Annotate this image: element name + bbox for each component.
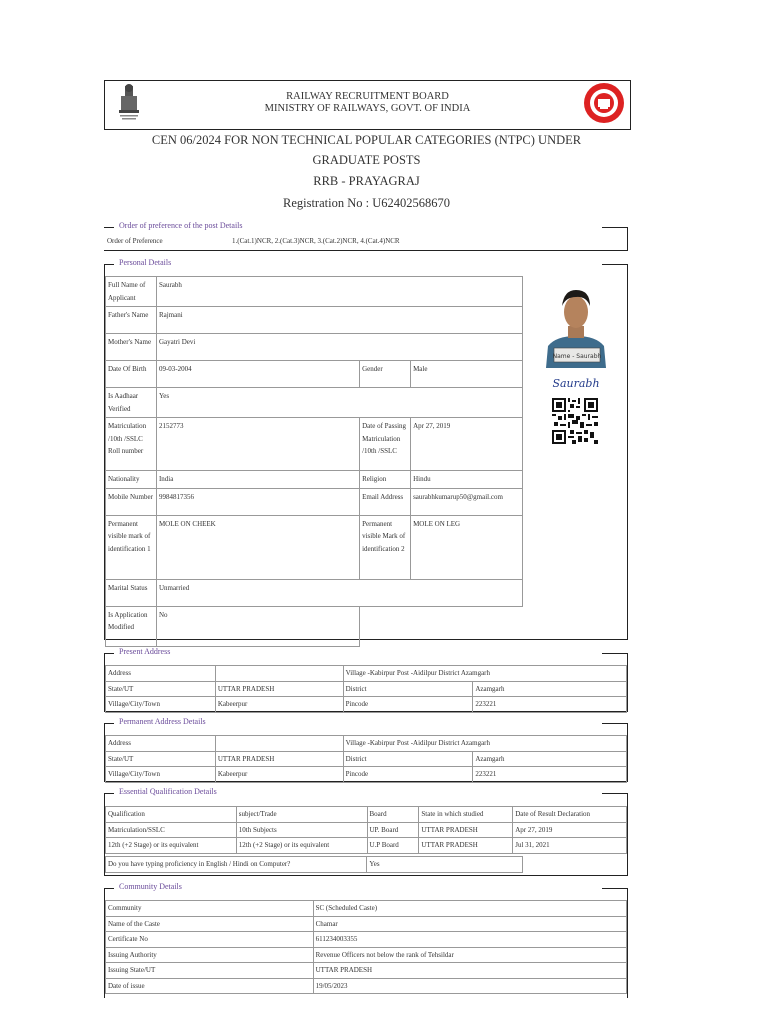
qualification-table [105, 806, 627, 854]
label: Mother's Name [106, 334, 157, 361]
label: Name of the Caste [106, 916, 314, 932]
label: Full Name of Applicant [106, 277, 157, 307]
permanent-district-value: Azamgarh [473, 751, 627, 767]
community-table [105, 900, 627, 994]
issue-date-value: 19/05/2023 [313, 978, 626, 994]
exam-title-line1: CEN 06/2024 FOR NON TECHNICAL POPULAR CATEGORIES (NTPC) UNDER [151, 133, 582, 147]
cell: UTTAR PRADESH [419, 838, 513, 854]
present-district-value: Azamgarh [473, 681, 627, 697]
section-heading-present: Present Address [116, 647, 173, 656]
caste-value: Chamar [313, 916, 626, 932]
rule [602, 793, 628, 794]
dob-value: 09-03-2004 [156, 361, 359, 388]
label: Is Application Modified [106, 606, 157, 646]
label: Permanent visible mark of identification 1 [106, 515, 157, 579]
cell: 12th (+2 Stage) or its equivalent [236, 838, 367, 854]
label: Do you have typing proficiency in English / Hindi on Computer? [106, 857, 367, 873]
label: Date Of Birth [106, 361, 157, 388]
rule [104, 888, 114, 889]
mark1-value: MOLE ON CHEEK [156, 515, 359, 579]
column-header: Qualification [106, 807, 237, 823]
label: Marital Status [106, 579, 157, 606]
father-name-value: Rajmani [156, 307, 522, 334]
photo-caption: Name - Saurabh [552, 353, 602, 360]
label: Gender [360, 361, 411, 388]
applicant-photo [542, 282, 610, 368]
rule [104, 227, 114, 228]
typing-value: Yes [367, 857, 523, 873]
typing-table [105, 856, 523, 873]
rule [627, 653, 628, 711]
exam-title-line2: GRADUATE POSTS [312, 153, 421, 167]
cell: UP. Board [367, 822, 419, 838]
label: Father's Name [106, 307, 157, 334]
cell: 10th Subjects [236, 822, 367, 838]
order-value: 1.(Cat.1)NCR, 2.(Cat.3)NCR, 3.(Cat.2)NCR, 4.(Cat.4)NCR [232, 237, 400, 245]
cell: Apr 27, 2019 [513, 822, 627, 838]
label: District [343, 751, 473, 767]
present-village-value: Kabeerpur [215, 697, 343, 713]
permanent-pincode-value: 223221 [473, 767, 627, 783]
cell: Matriculation/SSLC [106, 822, 237, 838]
railway-logo-icon [583, 82, 625, 124]
rule [104, 793, 114, 794]
table-row [106, 838, 627, 854]
modified-value: No [156, 606, 359, 646]
rule [602, 888, 628, 889]
section-heading-community: Community Details [116, 882, 185, 891]
label: Religion [360, 471, 411, 489]
label: Issuing Authority [106, 947, 314, 963]
national-emblem-icon [116, 82, 142, 124]
rule [602, 723, 628, 724]
label: Is Aadhaar Verified [106, 388, 157, 418]
label: State/UT [106, 751, 216, 767]
permanent-address-table [105, 735, 627, 783]
present-state-value: UTTAR PRADESH [215, 681, 343, 697]
qr-code-icon [552, 398, 598, 444]
label: Address [106, 736, 216, 752]
section-heading-order: Order of preference of the post Details [116, 221, 246, 230]
permanent-address-value: Village -Kabirpur Post -Aidilpur District Azamgarh [343, 736, 626, 752]
rrb-name: RRB - PRAYAGRAJ [313, 174, 420, 188]
matric-roll-value: 2152773 [156, 418, 359, 471]
header-box [104, 80, 631, 130]
gender-value: Male [411, 361, 523, 388]
full-name-value: Saurabh [156, 277, 522, 307]
column-header: Board [367, 807, 419, 823]
religion-value: Hindu [411, 471, 523, 489]
rule [602, 227, 628, 228]
rule [627, 227, 628, 250]
order-label: Order of Preference [107, 237, 163, 245]
section-heading-permanent: Permanent Address Details [116, 717, 209, 726]
label: Email Address [360, 488, 411, 515]
rule [104, 250, 628, 251]
community-value: SC (Scheduled Caste) [313, 901, 626, 917]
label: Nationality [106, 471, 157, 489]
cell: U.P Board [367, 838, 419, 854]
label: Date of issue [106, 978, 314, 994]
section-heading-qualification: Essential Qualification Details [116, 787, 220, 796]
applicant-signature [542, 368, 610, 398]
cell: UTTAR PRADESH [419, 822, 513, 838]
label: Address [106, 666, 216, 682]
ministry-name: MINISTRY OF RAILWAYS, GOVT. OF INDIA [264, 103, 471, 114]
permanent-state-value: UTTAR PRADESH [215, 751, 343, 767]
rule [627, 793, 628, 875]
rule [602, 264, 628, 265]
cell: Jul 31, 2021 [513, 838, 627, 854]
certificate-value: 611234003355 [313, 932, 626, 948]
label: Community [106, 901, 314, 917]
label: Village/City/Town [106, 767, 216, 783]
authority-value: Revenue Officers not below the rank of Tehsildar [313, 947, 626, 963]
label: Mobile Number [106, 488, 157, 515]
rule [602, 653, 628, 654]
present-address-table [105, 665, 627, 713]
label: Date of Passing Matriculation /10th /SSLC [360, 418, 411, 471]
board-name: RAILWAY RECRUITMENT BOARD [286, 91, 449, 102]
rule [627, 723, 628, 781]
label: Village/City/Town [106, 697, 216, 713]
section-heading-personal: Personal Details [116, 258, 174, 267]
marital-value: Unmarried [156, 579, 522, 606]
rule [627, 264, 628, 639]
rule [627, 888, 628, 998]
rule [104, 875, 628, 876]
mobile-value: 9984817356 [156, 488, 359, 515]
label: Certificate No [106, 932, 314, 948]
personal-details-table [105, 276, 523, 647]
mother-name-value: Gayatri Devi [156, 334, 522, 361]
column-header: State in which studied [419, 807, 513, 823]
label: District [343, 681, 473, 697]
label: Matriculation /10th /SSLC Roll number [106, 418, 157, 471]
rule [104, 264, 114, 265]
aadhaar-value: Yes [156, 388, 522, 418]
registration-number: Registration No : U62402568670 [282, 196, 450, 210]
label: Pincode [343, 697, 473, 713]
label: Pincode [343, 767, 473, 783]
present-pincode-value: 223221 [473, 697, 627, 713]
label: Issuing State/UT [106, 963, 314, 979]
blank [215, 736, 343, 752]
label: State/UT [106, 681, 216, 697]
signature-text: Saurabh [552, 377, 600, 390]
label: Permanent visible Mark of identification 2 [360, 515, 411, 579]
cell: 12th (+2 Stage) or its equivalent [106, 838, 237, 854]
blank [360, 606, 523, 646]
column-header: subject/Trade [236, 807, 367, 823]
rule [104, 723, 114, 724]
permanent-village-value: Kabeerpur [215, 767, 343, 783]
email-value: saurabhkumarup50@gmail.com [411, 488, 523, 515]
rule [104, 653, 114, 654]
present-address-value: Village -Kabirpur Post -Aidilpur District Azamgarh [343, 666, 626, 682]
nationality-value: India [156, 471, 359, 489]
mark2-value: MOLE ON LEG [411, 515, 523, 579]
column-header: Date of Result Declaration [513, 807, 627, 823]
blank [215, 666, 343, 682]
table-row [106, 822, 627, 838]
passing-date-value: Apr 27, 2019 [411, 418, 523, 471]
issuing-state-value: UTTAR PRADESH [313, 963, 626, 979]
